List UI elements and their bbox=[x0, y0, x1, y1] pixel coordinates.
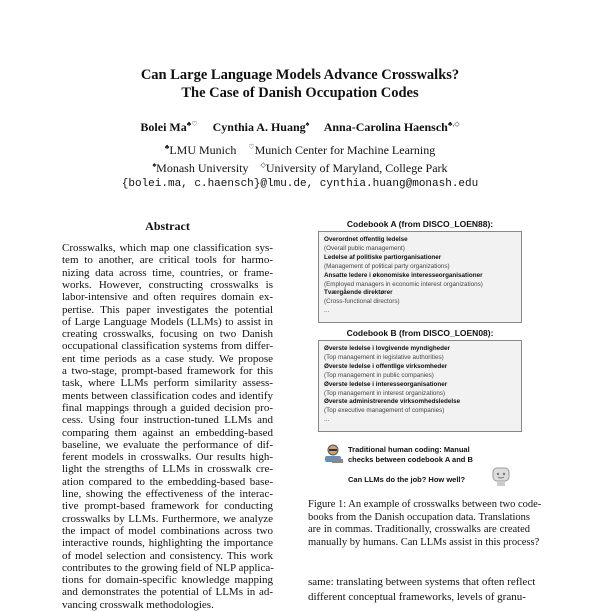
code-label: Øverste ledelse i interesseorganisationer bbox=[324, 380, 448, 388]
code-translation: (Top management in legislative authorities) bbox=[324, 353, 444, 361]
robot-icon bbox=[490, 465, 512, 492]
abstract-line: tions for domain-specific knowledge mapping bbox=[62, 574, 273, 587]
llm-question-note: Can LLMs do the job? How well? bbox=[348, 475, 466, 484]
code-translation: (Overall public management) bbox=[324, 244, 405, 252]
abstract-line: of Large Language Models (LLMs) to assist in bbox=[62, 315, 273, 328]
author: Anna-Carolina Haensch♣,◇ bbox=[323, 120, 460, 134]
more-ellipsis: ... bbox=[324, 416, 330, 424]
abstract-line: pertise. This paper investigates the potential bbox=[62, 303, 273, 316]
human-coding-note: Traditional human coding: Manual checks between codebook A and B bbox=[348, 445, 473, 464]
code-label: Øverste ledelse i offentlige virksomheder bbox=[324, 362, 448, 370]
abstract-line: ferent models in crosswalks. Our results high- bbox=[62, 451, 273, 464]
code-label: Øverste administrerende virksomhedsledelse bbox=[324, 398, 461, 406]
title-line-2: The Case of Danish Occupation Codes bbox=[181, 85, 419, 101]
abstract-line: a two-stage, prompt-based framework for this bbox=[62, 365, 273, 377]
code-translation: (Management of political party organizations) bbox=[324, 262, 450, 270]
more-ellipsis: ... bbox=[324, 307, 330, 315]
abstract-line: baseline, we evaluate the performance of dif- bbox=[62, 438, 273, 451]
codebook-a-title: Codebook A (from DISCO_LOEN88): bbox=[346, 219, 494, 229]
codebook-b-box bbox=[318, 340, 522, 432]
abstract-line: works. However, constructing crosswalks is bbox=[62, 278, 273, 291]
abstract-heading: Abstract bbox=[145, 219, 190, 233]
abstract-line: Crosswalks, which map one classification sys- bbox=[62, 242, 273, 254]
abstract-line: cess. Using four instruction-tuned LLMs and bbox=[62, 414, 273, 427]
figure-caption: Figure 1: An example of crosswalks between two code- books from the Danish occupation data. Translations are in commas. Traditionally, crosswalks are created manually by humans. Can LLMs assist in this process? bbox=[308, 499, 542, 548]
code-label: Ledelse af politiske partiorganisationer bbox=[324, 253, 442, 261]
abstract-line: creating crosswalks, focusing on two Danish bbox=[62, 328, 273, 341]
author: Bolei Ma♣♡ bbox=[140, 120, 198, 134]
abstract-line: of model selection and consistency. This work bbox=[62, 549, 273, 562]
abstract-line: tive prompt-based framework for conducting bbox=[62, 500, 273, 513]
title-line-1: Can Large Language Models Advance Crosswalks? bbox=[140, 67, 460, 83]
code-translation: (Employed managers in economic interest organizations) bbox=[324, 280, 483, 288]
abstract-line: interactive rounds, highlighting the importance bbox=[62, 537, 273, 550]
affiliation: LMU Munich bbox=[169, 143, 237, 157]
abstract-line: task, where LLMs perform similarity assess- bbox=[62, 377, 273, 390]
human-coder-icon bbox=[323, 443, 345, 470]
code-translation: (Cross-functional directors) bbox=[324, 298, 400, 306]
author-emails: {bolei.ma, c.haensch}@lmu.de, cynthia.huang@monash.edu bbox=[121, 178, 479, 190]
abstract-line: ent time periods as a case study. We propose bbox=[62, 352, 273, 365]
code-label: Tværgående direktører bbox=[324, 289, 393, 297]
abstract-line: contributes to the growing field of NLP applica- bbox=[62, 561, 274, 574]
code-translation: (Top management in public companies) bbox=[324, 371, 434, 379]
code-translation: (Top management in interest organizations) bbox=[324, 389, 446, 397]
abstract-line: occupational classification systems from differ- bbox=[62, 340, 273, 353]
abstract-line: crosswalks by LLMs. Furthermore, we analyze bbox=[62, 512, 273, 525]
affiliation: Monash University bbox=[156, 161, 249, 175]
abstract-line: labor-intensive and often requires domain ex- bbox=[62, 291, 273, 304]
author: Cynthia A. Huang♠ bbox=[212, 120, 310, 134]
codebook-b-title: Codebook B (from DISCO_LOEN08): bbox=[346, 328, 494, 338]
code-translation: (Top executive management of companies) bbox=[324, 407, 445, 415]
abstract-line: final mappings through a guided decision pro- bbox=[62, 401, 273, 414]
paper-title bbox=[0, 66, 600, 102]
code-label: Overordnet offentlig ledelse bbox=[324, 236, 408, 243]
abstract-line: and demonstrates the potential of LLMs in ad- bbox=[62, 586, 273, 599]
affiliations: ♣LMU Munich ♡Munich Center for Machine Learning ♠Monash University ◇University of Maryland, College Park bbox=[152, 143, 448, 175]
abstract-line: nizing data across time, countries, or frame- bbox=[62, 266, 273, 279]
abstract-line: ation compared to the embedding-based base- bbox=[62, 475, 273, 488]
codebook-a-box bbox=[318, 231, 522, 323]
code-label: Øverste ledelse i lovgivende myndigheder bbox=[324, 345, 450, 352]
affiliation: Munich Center for Machine Learning bbox=[254, 143, 436, 157]
abstract-line: vancing crosswalk methodologies. bbox=[62, 598, 214, 611]
abstract-line: comparing them against an embedding-based bbox=[62, 426, 273, 439]
abstract-line: the impact of model combinations across two bbox=[62, 524, 273, 537]
abstract-line: line, showing the effectiveness of the interac- bbox=[62, 488, 273, 500]
abstract-line: ments between classification codes and identify bbox=[62, 389, 273, 402]
body-text: same: translating between systems that often reflect different conceptual frameworks, levels of granu- bbox=[308, 576, 536, 603]
abstract-line: tem to another, are critical tools for harmo- bbox=[62, 254, 273, 267]
affiliation: University of Maryland, College Park bbox=[265, 161, 448, 175]
author-list bbox=[0, 120, 600, 135]
code-label: Ansatte ledere i økonomiske interesseorganisationer bbox=[324, 271, 483, 279]
abstract-line: light the strengths of LLMs in crosswalk cre- bbox=[62, 463, 273, 476]
